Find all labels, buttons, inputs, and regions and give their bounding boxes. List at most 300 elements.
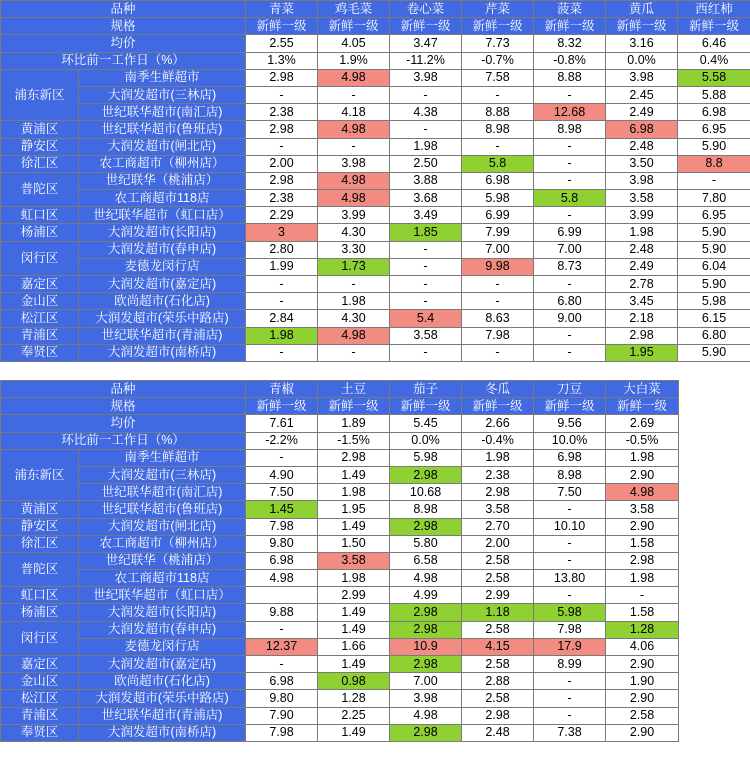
- avg-price: 2.69: [606, 415, 679, 432]
- store-row: [1, 190, 750, 207]
- store-row: [1, 501, 679, 518]
- item-name: 土豆: [318, 381, 390, 398]
- price-cell: -: [318, 344, 390, 361]
- store-name: 世纪联华超市(青浦店): [79, 707, 246, 724]
- avg-label: 均价: [1, 415, 246, 432]
- store-row: [1, 276, 750, 293]
- price-cell: 12.37: [246, 638, 318, 655]
- store-row: [1, 207, 750, 224]
- price-cell: 7.38: [534, 724, 606, 741]
- price-cell: 2.98: [318, 449, 390, 466]
- price-cell: 2.58: [606, 707, 679, 724]
- district-name: 嘉定区: [1, 276, 79, 293]
- price-cell: 2.18: [606, 310, 678, 327]
- store-name: 大润发超市(南桥店): [79, 724, 246, 741]
- item-name: 鸡毛菜: [318, 1, 390, 18]
- store-row: [1, 327, 750, 344]
- price-cell: 1.98: [318, 570, 390, 587]
- store-name: 大润发超市(长阳店): [79, 224, 246, 241]
- price-cell: 1.45: [246, 501, 318, 518]
- store-name: 麦德龙闵行店: [79, 638, 246, 655]
- item-name: 黄瓜: [606, 1, 678, 18]
- item-name: 芹菜: [462, 1, 534, 18]
- price-cell: 1.49: [318, 604, 390, 621]
- price-cell: -: [534, 327, 606, 344]
- price-cell: 2.58: [462, 690, 534, 707]
- store-row: [1, 155, 750, 172]
- price-cell: 7.98: [462, 327, 534, 344]
- item-name: 刀豆: [534, 381, 606, 398]
- district-name: 金山区: [1, 673, 79, 690]
- price-cell: 2.78: [606, 276, 678, 293]
- price-cell: -: [534, 690, 606, 707]
- price-cell: 2.98: [462, 484, 534, 501]
- avg-price: 7.73: [462, 35, 534, 52]
- price-cell: 1.95: [606, 344, 678, 361]
- avg-price-row: [1, 35, 750, 52]
- district-name: 闵行区: [1, 621, 79, 655]
- price-cell: 3.58: [462, 501, 534, 518]
- price-cell: 3.68: [390, 190, 462, 207]
- store-name: 南季生鲜超市: [79, 69, 246, 86]
- price-cell: -: [534, 207, 606, 224]
- item-name: 青菜: [246, 1, 318, 18]
- price-cell: 7.98: [246, 724, 318, 741]
- item-spec: 新鲜一级: [606, 18, 678, 35]
- price-cell: 1.98: [606, 570, 679, 587]
- price-cell: 5.90: [678, 276, 750, 293]
- price-cell: 2.00: [462, 535, 534, 552]
- price-cell: 7.98: [534, 621, 606, 638]
- price-cell: 1.28: [318, 690, 390, 707]
- price-cell: -: [390, 86, 462, 103]
- price-cell: 4.98: [390, 707, 462, 724]
- price-cell: 6.99: [462, 207, 534, 224]
- store-row: [1, 172, 750, 189]
- price-table-leafy-vegetables: [0, 0, 750, 362]
- district-name: 奉贤区: [1, 724, 79, 741]
- price-cell: 2.80: [246, 241, 318, 258]
- store-name: 世纪联华超市(青浦店): [79, 327, 246, 344]
- price-cell: 1.49: [318, 466, 390, 483]
- price-cell: 3.30: [318, 241, 390, 258]
- change-percent: 0.4%: [678, 52, 750, 69]
- price-cell: 8.99: [534, 656, 606, 673]
- store-name: 农工商超市（柳州店）: [79, 155, 246, 172]
- district-name: 普陀区: [1, 172, 79, 206]
- item-spec: 新鲜一级: [606, 398, 679, 415]
- district-name: 松江区: [1, 690, 79, 707]
- store-row: [1, 484, 679, 501]
- avg-price-row: [1, 415, 679, 432]
- price-cell: -: [246, 344, 318, 361]
- price-table-other-vegetables: [0, 380, 679, 742]
- price-cell: 2.98: [462, 707, 534, 724]
- change-row: [1, 432, 679, 449]
- price-cell: 4.98: [318, 327, 390, 344]
- item-spec: 新鲜一级: [390, 18, 462, 35]
- store-name: 大润发超市(长阳店): [79, 604, 246, 621]
- store-row: [1, 570, 679, 587]
- price-cell: -: [534, 344, 606, 361]
- price-cell: 2.99: [462, 587, 534, 604]
- price-cell: 4.98: [246, 570, 318, 587]
- price-cell: 2.90: [606, 466, 679, 483]
- store-name: 大润发超市(三林店): [79, 466, 246, 483]
- price-cell: 5.90: [678, 138, 750, 155]
- price-cell: -: [462, 293, 534, 310]
- district-name: 静安区: [1, 518, 79, 535]
- store-name: 大润发超市(嘉定店): [79, 276, 246, 293]
- avg-price: 3.47: [390, 35, 462, 52]
- price-cell: 9.80: [246, 535, 318, 552]
- avg-price: 4.05: [318, 35, 390, 52]
- store-name: 世纪联华超市(南汇店): [79, 484, 246, 501]
- price-cell: 2.70: [462, 518, 534, 535]
- price-cell: 10.68: [390, 484, 462, 501]
- district-name: 虹口区: [1, 587, 79, 604]
- store-name: 大润发超市(荣乐中路店): [79, 690, 246, 707]
- price-cell: 9.88: [246, 604, 318, 621]
- price-cell: 4.90: [246, 466, 318, 483]
- store-name: 世纪联华超市（虹口店）: [79, 207, 246, 224]
- price-cell: 4.30: [318, 310, 390, 327]
- avg-price: 9.56: [534, 415, 606, 432]
- item-name: 卷心菜: [390, 1, 462, 18]
- price-cell: 2.98: [390, 518, 462, 535]
- price-cell: 2.25: [318, 707, 390, 724]
- change-percent: -1.5%: [318, 432, 390, 449]
- change-percent: 10.0%: [534, 432, 606, 449]
- price-cell: 8.88: [462, 104, 534, 121]
- price-cell: 7.99: [462, 224, 534, 241]
- price-cell: -: [390, 121, 462, 138]
- price-cell: 2.90: [606, 724, 679, 741]
- district-name: 黄浦区: [1, 501, 79, 518]
- item-spec: 新鲜一级: [462, 398, 534, 415]
- store-row: [1, 258, 750, 275]
- price-cell: 2.88: [462, 673, 534, 690]
- price-cell: 4.30: [318, 224, 390, 241]
- store-row: [1, 86, 750, 103]
- price-cell: 2.48: [606, 138, 678, 155]
- store-name: 农工商超市118店: [79, 570, 246, 587]
- district-name: 虹口区: [1, 207, 79, 224]
- price-cell: 8.98: [390, 501, 462, 518]
- price-cell: -: [246, 86, 318, 103]
- price-cell: 6.58: [390, 552, 462, 569]
- price-cell: 4.98: [318, 121, 390, 138]
- price-cell: 10.10: [534, 518, 606, 535]
- price-cell: 2.98: [246, 121, 318, 138]
- price-cell: -: [390, 293, 462, 310]
- price-cell: -: [318, 276, 390, 293]
- item-spec: 新鲜一级: [534, 18, 606, 35]
- item-name: 茄子: [390, 381, 462, 398]
- price-cell: 2.98: [390, 724, 462, 741]
- price-cell: 8.73: [534, 258, 606, 275]
- district-name: 徐汇区: [1, 155, 79, 172]
- price-cell: -: [534, 172, 606, 189]
- price-cell: -: [534, 155, 606, 172]
- item-name: 青椒: [246, 381, 318, 398]
- price-cell: 6.04: [678, 258, 750, 275]
- price-cell: 10.9: [390, 638, 462, 655]
- price-cell: 2.98: [246, 172, 318, 189]
- change-percent: -0.5%: [606, 432, 679, 449]
- store-row: [1, 293, 750, 310]
- avg-price: 2.55: [246, 35, 318, 52]
- price-cell: 9.80: [246, 690, 318, 707]
- price-cell: -: [534, 138, 606, 155]
- price-cell: 2.50: [390, 155, 462, 172]
- price-cell: 2.98: [606, 327, 678, 344]
- price-cell: 6.98: [462, 172, 534, 189]
- price-cell: 1.98: [318, 293, 390, 310]
- store-name: 世纪联华（桃浦店）: [79, 172, 246, 189]
- price-cell: [246, 587, 318, 604]
- district-name: 普陀区: [1, 552, 79, 586]
- price-cell: 3.58: [606, 190, 678, 207]
- price-cell: 1.95: [318, 501, 390, 518]
- price-cell: 2.58: [462, 552, 534, 569]
- price-cell: 2.00: [246, 155, 318, 172]
- store-row: [1, 690, 679, 707]
- district-name: 嘉定区: [1, 656, 79, 673]
- store-row: [1, 552, 679, 569]
- store-name: 大润发超市(闸北店): [79, 138, 246, 155]
- store-row: [1, 518, 679, 535]
- district-name: 徐汇区: [1, 535, 79, 552]
- change-percent: -2.2%: [246, 432, 318, 449]
- price-cell: 4.15: [462, 638, 534, 655]
- district-name: 黄浦区: [1, 121, 79, 138]
- price-cell: 5.98: [462, 190, 534, 207]
- price-cell: 6.95: [678, 121, 750, 138]
- store-name: 世纪联华超市(鲁班店): [79, 121, 246, 138]
- price-cell: 1.85: [390, 224, 462, 241]
- price-cell: 1.98: [606, 224, 678, 241]
- avg-label: 均价: [1, 35, 246, 52]
- price-cell: 3.98: [606, 69, 678, 86]
- price-cell: -: [390, 258, 462, 275]
- price-cell: -: [462, 86, 534, 103]
- store-name: 世纪联华超市(鲁班店): [79, 501, 246, 518]
- change-label: 环比前一工作日（%）: [1, 52, 246, 69]
- price-cell: 1.66: [318, 638, 390, 655]
- price-cell: 2.58: [462, 656, 534, 673]
- district-name: 浦东新区: [1, 449, 79, 501]
- store-row: [1, 241, 750, 258]
- price-cell: 2.99: [318, 587, 390, 604]
- price-cell: -: [390, 344, 462, 361]
- price-cell: 4.98: [318, 172, 390, 189]
- store-name: 农工商超市118店: [79, 190, 246, 207]
- price-cell: 3.98: [390, 69, 462, 86]
- store-name: 大润发超市(嘉定店): [79, 656, 246, 673]
- price-cell: -: [390, 276, 462, 293]
- store-row: [1, 724, 679, 741]
- price-cell: 3.58: [606, 501, 679, 518]
- price-cell: 3.58: [390, 327, 462, 344]
- price-cell: 1.98: [390, 138, 462, 155]
- header-row-spec: [1, 398, 679, 415]
- price-cell: 6.98: [246, 673, 318, 690]
- store-name: 世纪联华超市（虹口店）: [79, 587, 246, 604]
- price-cell: -: [534, 276, 606, 293]
- price-cell: 3.49: [390, 207, 462, 224]
- variety-label: 品种: [1, 1, 246, 18]
- price-cell: -: [534, 552, 606, 569]
- price-cell: 1.90: [606, 673, 679, 690]
- price-cell: 5.58: [678, 69, 750, 86]
- price-cell: 2.38: [462, 466, 534, 483]
- price-cell: 3.98: [390, 690, 462, 707]
- store-name: 大润发超市(荣乐中路店): [79, 310, 246, 327]
- price-cell: 7.00: [534, 241, 606, 258]
- avg-price: 1.89: [318, 415, 390, 432]
- price-cell: 5.98: [390, 449, 462, 466]
- avg-price: 2.66: [462, 415, 534, 432]
- store-row: [1, 69, 750, 86]
- header-row-spec: [1, 18, 750, 35]
- district-name: 静安区: [1, 138, 79, 155]
- price-cell: 6.80: [534, 293, 606, 310]
- price-cell: 9.00: [534, 310, 606, 327]
- price-cell: 1.49: [318, 518, 390, 535]
- district-name: 杨浦区: [1, 224, 79, 241]
- price-cell: 3.45: [606, 293, 678, 310]
- price-cell: 7.00: [462, 241, 534, 258]
- price-cell: 1.28: [606, 621, 679, 638]
- price-cell: -: [246, 621, 318, 638]
- store-name: 世纪联华（桃浦店）: [79, 552, 246, 569]
- store-name: 农工商超市（柳州店）: [79, 535, 246, 552]
- price-cell: -: [678, 172, 750, 189]
- store-name: 世纪联华超市(南汇店): [79, 104, 246, 121]
- price-cell: 2.98: [390, 621, 462, 638]
- price-cell: -: [534, 707, 606, 724]
- change-label: 环比前一工作日（%）: [1, 432, 246, 449]
- price-cell: 4.98: [318, 190, 390, 207]
- store-row: [1, 638, 679, 655]
- price-cell: 2.98: [606, 552, 679, 569]
- price-cell: 2.45: [606, 86, 678, 103]
- store-row: [1, 449, 679, 466]
- item-spec: 新鲜一级: [534, 398, 606, 415]
- item-name: 冬瓜: [462, 381, 534, 398]
- price-cell: -: [318, 86, 390, 103]
- price-cell: 17.9: [534, 638, 606, 655]
- store-row: [1, 621, 679, 638]
- store-name: 欧尚超市(石化店): [79, 293, 246, 310]
- store-row: [1, 466, 679, 483]
- spec-label: 规格: [1, 18, 246, 35]
- price-cell: 2.84: [246, 310, 318, 327]
- district-name: 金山区: [1, 293, 79, 310]
- price-cell: 2.48: [606, 241, 678, 258]
- change-percent: 1.3%: [246, 52, 318, 69]
- item-spec: 新鲜一级: [678, 18, 750, 35]
- price-cell: 7.00: [390, 673, 462, 690]
- district-name: 松江区: [1, 310, 79, 327]
- price-cell: -: [246, 276, 318, 293]
- price-cell: 1.58: [606, 535, 679, 552]
- price-cell: 2.98: [390, 604, 462, 621]
- price-cell: 7.50: [246, 484, 318, 501]
- price-cell: 6.95: [678, 207, 750, 224]
- price-cell: 5.90: [678, 224, 750, 241]
- store-name: 南季生鲜超市: [79, 449, 246, 466]
- change-percent: -0.8%: [534, 52, 606, 69]
- price-cell: -: [534, 587, 606, 604]
- store-row: [1, 224, 750, 241]
- price-cell: 2.49: [606, 258, 678, 275]
- price-cell: 5.4: [390, 310, 462, 327]
- avg-price: 5.45: [390, 415, 462, 432]
- price-cell: 2.29: [246, 207, 318, 224]
- price-cell: 0.98: [318, 673, 390, 690]
- price-cell: 5.8: [534, 190, 606, 207]
- store-row: [1, 344, 750, 361]
- price-cell: 4.98: [390, 570, 462, 587]
- price-cell: 1.50: [318, 535, 390, 552]
- store-row: [1, 656, 679, 673]
- price-cell: 4.06: [606, 638, 679, 655]
- price-cell: -: [534, 535, 606, 552]
- price-cell: -: [606, 587, 679, 604]
- avg-price: 7.61: [246, 415, 318, 432]
- price-cell: 1.73: [318, 258, 390, 275]
- price-cell: 13.80: [534, 570, 606, 587]
- store-row: [1, 104, 750, 121]
- store-row: [1, 310, 750, 327]
- price-cell: 1.18: [462, 604, 534, 621]
- price-cell: -: [390, 241, 462, 258]
- avg-price: 3.16: [606, 35, 678, 52]
- price-cell: 4.38: [390, 104, 462, 121]
- district-name: 青浦区: [1, 707, 79, 724]
- price-cell: 8.88: [534, 69, 606, 86]
- price-cell: 8.98: [462, 121, 534, 138]
- change-percent: -0.7%: [462, 52, 534, 69]
- price-cell: 4.98: [606, 484, 679, 501]
- header-row-variety: [1, 381, 679, 398]
- price-cell: 3.99: [318, 207, 390, 224]
- price-cell: 1.98: [246, 327, 318, 344]
- price-cell: 3.99: [606, 207, 678, 224]
- change-percent: 0.0%: [606, 52, 678, 69]
- store-row: [1, 604, 679, 621]
- price-cell: 2.90: [606, 690, 679, 707]
- change-percent: 1.9%: [318, 52, 390, 69]
- price-cell: 2.38: [246, 104, 318, 121]
- price-cell: 8.63: [462, 310, 534, 327]
- price-cell: 4.18: [318, 104, 390, 121]
- price-cell: 5.8: [462, 155, 534, 172]
- item-spec: 新鲜一级: [318, 18, 390, 35]
- price-cell: 6.15: [678, 310, 750, 327]
- price-cell: 7.58: [462, 69, 534, 86]
- price-cell: 4.98: [318, 69, 390, 86]
- price-cell: 8.98: [534, 466, 606, 483]
- price-cell: 6.99: [534, 224, 606, 241]
- price-cell: 3.98: [606, 172, 678, 189]
- district-name: 杨浦区: [1, 604, 79, 621]
- item-spec: 新鲜一级: [246, 398, 318, 415]
- price-cell: 3.98: [318, 155, 390, 172]
- price-cell: 3.58: [318, 552, 390, 569]
